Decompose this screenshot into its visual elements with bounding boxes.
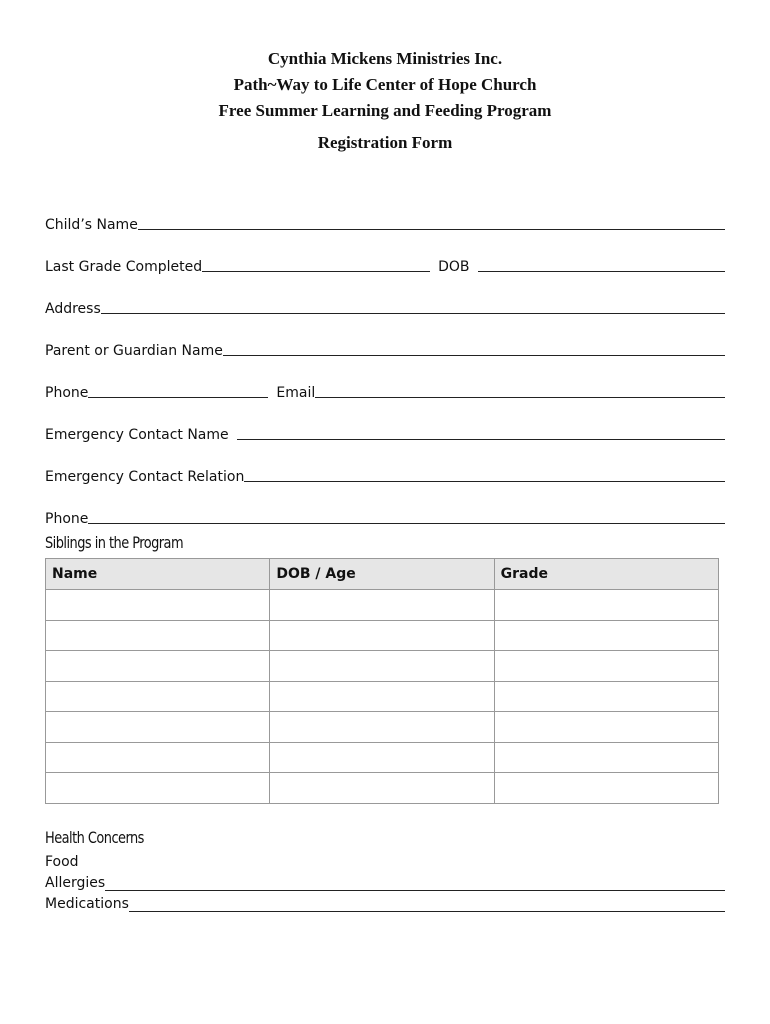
- last-grade-field[interactable]: [202, 257, 430, 272]
- column-header-name: Name: [46, 559, 270, 590]
- table-row: [46, 773, 719, 804]
- emergency-phone-field[interactable]: [88, 509, 725, 524]
- health-section-title: Health Concerns: [45, 828, 144, 847]
- phone-field[interactable]: [88, 383, 268, 398]
- sibling-dob-cell[interactable]: [270, 590, 494, 621]
- sibling-dob-cell[interactable]: [270, 712, 494, 743]
- siblings-header-row: [46, 559, 719, 590]
- medications-row: [45, 895, 725, 916]
- emergency-relation-label: Emergency Contact Relation: [45, 469, 245, 485]
- grade-dob-row: [45, 234, 725, 276]
- dob-label: DOB: [438, 259, 470, 275]
- form-title: Registration Form: [317, 133, 453, 152]
- address-row: [45, 276, 725, 318]
- sibling-dob-cell[interactable]: [270, 773, 494, 804]
- sibling-name-cell[interactable]: [46, 712, 270, 743]
- phone-email-row: [45, 360, 725, 402]
- medications-field[interactable]: [129, 897, 725, 912]
- sibling-dob-cell[interactable]: [270, 742, 494, 773]
- organization-name: Cynthia Mickens Ministries Inc.: [267, 49, 503, 68]
- sibling-name-cell[interactable]: [46, 620, 270, 651]
- address-field[interactable]: [101, 299, 725, 314]
- column-header-dob-age: DOB / Age: [270, 559, 494, 590]
- emergency-relation-row: [45, 444, 725, 486]
- medications-label: Medications: [45, 896, 129, 912]
- table-row: [46, 590, 719, 621]
- sibling-grade-cell[interactable]: [494, 651, 718, 682]
- sibling-name-cell[interactable]: [46, 773, 270, 804]
- table-row: [46, 742, 719, 773]
- program-name: Free Summer Learning and Feeding Program: [218, 101, 552, 120]
- allergies-label: Allergies: [45, 875, 106, 891]
- table-row: [46, 620, 719, 651]
- parent-name-row: [45, 318, 725, 360]
- emergency-name-row: [45, 402, 725, 444]
- health-concerns: [45, 853, 725, 916]
- parent-name-label: Parent or Guardian Name: [45, 343, 223, 359]
- sibling-grade-cell[interactable]: [494, 620, 718, 651]
- allergies-row: [45, 874, 725, 895]
- sibling-grade-cell[interactable]: [494, 590, 718, 621]
- table-row: [46, 651, 719, 682]
- phone-label: Phone: [45, 385, 89, 401]
- registration-fields: [45, 192, 725, 528]
- sibling-dob-cell[interactable]: [270, 681, 494, 712]
- parent-name-field[interactable]: [223, 341, 725, 356]
- child-name-field[interactable]: [138, 215, 725, 230]
- table-row: [46, 712, 719, 743]
- food-row: [45, 853, 725, 874]
- allergies-field[interactable]: [105, 876, 725, 891]
- siblings-table: [45, 558, 719, 804]
- email-label: Email: [276, 385, 316, 401]
- address-label: Address: [45, 301, 101, 317]
- table-row: [46, 681, 719, 712]
- form-header: [0, 46, 770, 156]
- sibling-grade-cell[interactable]: [494, 742, 718, 773]
- emergency-phone-label: Phone: [45, 511, 89, 527]
- sibling-name-cell[interactable]: [46, 590, 270, 621]
- sibling-grade-cell[interactable]: [494, 712, 718, 743]
- siblings-section-title: Siblings in the Program: [45, 533, 184, 552]
- food-label: Food: [45, 854, 79, 870]
- dob-field[interactable]: [478, 257, 725, 272]
- emergency-phone-row: [45, 486, 725, 528]
- center-name: Path~Way to Life Center of Hope Church: [233, 75, 537, 94]
- sibling-dob-cell[interactable]: [270, 651, 494, 682]
- email-field[interactable]: [315, 383, 725, 398]
- sibling-name-cell[interactable]: [46, 742, 270, 773]
- last-grade-label: Last Grade Completed: [45, 259, 203, 275]
- column-header-grade: Grade: [494, 559, 718, 590]
- sibling-name-cell[interactable]: [46, 651, 270, 682]
- emergency-name-label: Emergency Contact Name: [45, 427, 229, 443]
- sibling-dob-cell[interactable]: [270, 620, 494, 651]
- sibling-name-cell[interactable]: [46, 681, 270, 712]
- child-name-row: [45, 192, 725, 234]
- sibling-grade-cell[interactable]: [494, 681, 718, 712]
- sibling-grade-cell[interactable]: [494, 773, 718, 804]
- child-name-label: Child’s Name: [45, 217, 138, 233]
- emergency-name-field[interactable]: [237, 425, 725, 440]
- emergency-relation-field[interactable]: [244, 467, 725, 482]
